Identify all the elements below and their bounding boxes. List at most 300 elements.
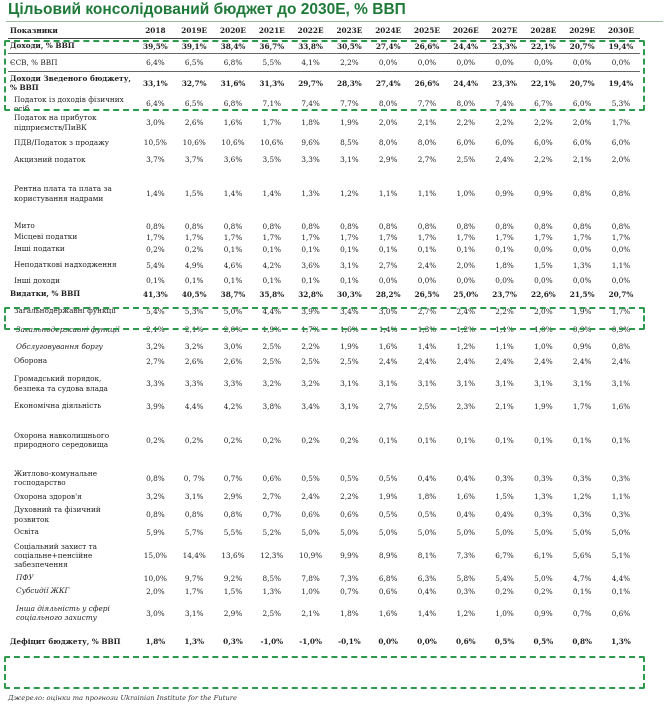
value-cell: 1,9% xyxy=(340,118,359,128)
value-cell: 0,8% xyxy=(495,221,514,231)
row-housing xyxy=(8,467,640,489)
value-cell: 0,0% xyxy=(611,244,631,254)
value-cell: 2,1% xyxy=(572,155,592,165)
value-cell: 1,4% xyxy=(146,189,165,199)
value-cell: 1,9% xyxy=(262,325,282,335)
row-label: Освіта xyxy=(14,527,39,537)
value-cell: 2,4% xyxy=(534,356,553,366)
row-label: Податок із доходів фізичних осіб xyxy=(14,94,124,113)
value-cell: 4,6% xyxy=(223,260,243,270)
row-label: Охорона навколишнього природного середовища xyxy=(14,430,110,450)
value-cell: 0,6% xyxy=(611,608,631,618)
value-cell: 15,0% xyxy=(143,551,167,561)
value-cell: 1,7% xyxy=(456,232,476,242)
value-cell: 0,1% xyxy=(495,435,514,445)
value-cell: 2,5% xyxy=(262,608,282,618)
value-cell: 0,2% xyxy=(223,435,243,445)
value-cell: 30,5% xyxy=(337,41,362,51)
row-other-taxes xyxy=(8,243,640,255)
value-cell: 5,0% xyxy=(534,573,553,583)
value-cell: 2,9% xyxy=(223,608,243,618)
row-label: Неподаткові надходження xyxy=(14,260,117,270)
row-customs xyxy=(8,221,640,231)
value-cell: 1,7% xyxy=(572,232,592,242)
value-cell: 7,4% xyxy=(301,99,320,109)
value-cell: 1,1% xyxy=(417,189,437,199)
value-cell: 7,8% xyxy=(301,573,320,583)
value-cell: 0,8% xyxy=(572,189,592,199)
value-cell: 7,3% xyxy=(456,551,476,561)
value-cell: 8,0% xyxy=(456,99,476,109)
value-cell: 33,1% xyxy=(136,72,175,95)
value-cell: 0,0% xyxy=(378,276,398,286)
value-cell: 0,8% xyxy=(184,510,204,520)
value-cell: 0,1% xyxy=(223,276,243,286)
value-cell: 2,0% xyxy=(456,260,476,270)
value-cell: 1,5% xyxy=(223,586,243,596)
row-pit xyxy=(8,95,640,114)
value-cell: 3,1% xyxy=(534,379,553,389)
value-cell: 8,5% xyxy=(340,138,359,148)
row-esv xyxy=(8,54,640,72)
value-cell: 8,0% xyxy=(417,138,437,148)
row-defense xyxy=(8,354,640,368)
value-cell: 0,2% xyxy=(340,435,359,445)
value-cell: 3,1% xyxy=(184,608,204,618)
row-culture-sport xyxy=(8,504,640,525)
value-cell: 0,0% xyxy=(572,244,592,254)
value-cell: 2,5% xyxy=(262,342,282,352)
value-cell: 0,9% xyxy=(534,608,553,618)
value-cell: 1,9% xyxy=(572,306,592,316)
value-cell: 0,6% xyxy=(262,473,282,483)
value-cell: 3,4% xyxy=(340,306,359,316)
row-label: Інша діяльність у сфері соціального захисту xyxy=(16,603,110,623)
value-cell: 28,2% xyxy=(375,289,401,299)
row-rent xyxy=(8,166,640,221)
budget-table xyxy=(8,23,640,655)
value-cell: 41,3% xyxy=(143,289,168,299)
value-cell: 3,3% xyxy=(301,155,320,165)
value-cell: 2,4% xyxy=(611,356,631,366)
value-cell: 0,5% xyxy=(533,637,554,647)
value-cell: 2,4% xyxy=(301,492,320,502)
value-cell: 0,1% xyxy=(417,244,437,254)
value-cell: 3,4% xyxy=(301,401,320,411)
row-label: ПФУ xyxy=(16,573,34,583)
value-cell: 0,4% xyxy=(456,473,476,483)
row-label: Видатки, % ВВП xyxy=(10,289,81,299)
value-cell: 0,9% xyxy=(572,325,592,335)
row-label: Оборона xyxy=(14,356,48,366)
value-cell: 0,8% xyxy=(534,221,553,231)
table-header-row xyxy=(8,23,640,39)
value-cell: 0,0% xyxy=(495,276,514,286)
value-cell: 3,1% xyxy=(378,379,398,389)
value-cell: 1,7% xyxy=(301,325,320,335)
row-excise xyxy=(8,153,640,166)
value-cell: 36,7% xyxy=(259,41,285,51)
value-cell: 3,1% xyxy=(417,379,437,389)
value-cell: 3,1% xyxy=(340,260,359,270)
value-cell: 0,0% xyxy=(417,276,437,286)
value-cell: 20,7% xyxy=(608,289,634,299)
value-cell: 6,3% xyxy=(417,573,437,583)
value-cell: 3,2% xyxy=(146,342,165,352)
value-cell: 0,0% xyxy=(534,244,553,254)
value-cell: 0,3% xyxy=(534,473,553,483)
value-cell: 23,3% xyxy=(485,72,524,95)
value-cell: -1,0% xyxy=(299,637,322,647)
value-cell: 1,3% xyxy=(611,637,631,647)
value-cell: 3,2% xyxy=(146,492,165,502)
value-cell: 6,8% xyxy=(214,54,253,72)
value-cell: 4,4% xyxy=(184,401,204,411)
value-cell: 6,7% xyxy=(534,99,553,109)
value-cell: 3,1% xyxy=(340,379,359,389)
value-cell: 2,6% xyxy=(223,356,243,366)
value-cell: 3,3% xyxy=(223,379,243,389)
value-cell: 0,4% xyxy=(495,510,514,520)
value-cell: 1,8% xyxy=(145,637,166,647)
value-cell: 13,6% xyxy=(221,551,245,561)
value-cell: 1,6% xyxy=(223,118,243,128)
value-cell: 2,2% xyxy=(330,54,369,72)
row-vat xyxy=(8,132,640,153)
value-cell: 0,1% xyxy=(301,276,320,286)
value-cell: 1,4% xyxy=(378,325,398,335)
value-cell: 4,2% xyxy=(262,260,282,270)
row-label: ЄСВ, % ВВП xyxy=(8,54,136,72)
value-cell: 0, 7% xyxy=(183,473,205,483)
value-cell: 0,1% xyxy=(534,435,553,445)
value-cell: 3,7% xyxy=(146,155,165,165)
value-cell: 7,4% xyxy=(495,99,514,109)
value-cell: 2,4% xyxy=(495,356,514,366)
value-cell: 10,9% xyxy=(298,551,323,561)
row-label: Обслуговування боргу xyxy=(16,341,103,351)
value-cell: 0,6% xyxy=(455,637,476,647)
value-cell: 5,0% xyxy=(340,527,359,537)
value-cell: 6,0% xyxy=(534,138,553,148)
value-cell: 2,7% xyxy=(146,356,165,366)
row-public-order xyxy=(8,368,640,399)
value-cell: 28,3% xyxy=(330,72,369,95)
value-cell: 2,4% xyxy=(456,306,476,316)
value-cell: 2,5% xyxy=(456,155,476,165)
value-cell: 1,8% xyxy=(495,260,514,270)
year-header: 2018 xyxy=(136,23,175,39)
value-cell: 1,1% xyxy=(495,325,514,335)
value-cell: 5,8% xyxy=(456,573,476,583)
value-cell: 0,0% xyxy=(378,637,398,647)
value-cell: 6,5% xyxy=(184,99,204,109)
value-cell: 3,2% xyxy=(184,342,204,352)
row-label: Податок на прибуток підприємств/ПиВК xyxy=(14,113,97,132)
value-cell: 1,3% xyxy=(184,637,205,647)
value-cell: 1,7% xyxy=(184,586,204,596)
value-cell: 2,0% xyxy=(146,586,165,596)
value-cell: 0,2% xyxy=(146,244,165,254)
value-cell: 0,2% xyxy=(262,435,282,445)
value-cell: 0,5% xyxy=(301,473,320,483)
value-cell: 0,0% xyxy=(485,54,524,72)
value-cell: 1,7% xyxy=(495,232,514,242)
value-cell: 5,1% xyxy=(611,551,631,561)
value-cell: 6,4% xyxy=(136,54,175,72)
row-label: Місцеві податки xyxy=(14,232,78,242)
value-cell: 0,4% xyxy=(417,473,437,483)
year-header: 2023Е xyxy=(330,23,369,39)
value-cell: 3,6% xyxy=(223,155,243,165)
value-cell: 5,2% xyxy=(262,527,282,537)
value-cell: 5,0% xyxy=(456,527,476,537)
value-cell: 2,9% xyxy=(223,492,243,502)
value-cell: 2,1% xyxy=(146,325,165,335)
value-cell: 0,0% xyxy=(602,54,641,72)
value-cell: 7,3% xyxy=(340,573,359,583)
value-cell: 2,0% xyxy=(572,118,592,128)
value-cell: 0,1% xyxy=(301,244,320,254)
value-cell: 1,7% xyxy=(146,232,165,242)
value-cell: 0,9% xyxy=(572,342,592,352)
header-label: Показники xyxy=(8,23,136,39)
value-cell: 4,1% xyxy=(291,54,330,72)
value-cell: 9,7% xyxy=(184,573,204,583)
value-cell: 5,4% xyxy=(495,573,514,583)
row-other-revenue xyxy=(8,275,640,286)
value-cell: 3,0% xyxy=(378,306,398,316)
year-header: 2025Е xyxy=(408,23,447,39)
value-cell: 0,3% xyxy=(572,510,592,520)
value-cell: 1,6% xyxy=(456,492,476,502)
value-cell: 1,7% xyxy=(611,232,631,242)
value-cell: 8,0% xyxy=(378,138,398,148)
value-cell: 2,4% xyxy=(378,356,398,366)
value-cell: 2,2% xyxy=(456,118,476,128)
value-cell: 8,9% xyxy=(378,551,398,561)
value-cell: 25,0% xyxy=(453,289,479,299)
value-cell: 1,7% xyxy=(262,118,282,128)
value-cell: 3,1% xyxy=(340,401,359,411)
value-cell: 1,7% xyxy=(223,232,243,242)
value-cell: 5,0% xyxy=(378,527,398,537)
value-cell: 31,3% xyxy=(252,72,291,95)
value-cell: 0,8% xyxy=(456,221,476,231)
value-cell: 1,6% xyxy=(378,608,398,618)
value-cell: 0,1% xyxy=(184,276,204,286)
row-label: ПДВ/Податок з продажу xyxy=(14,137,110,147)
value-cell: 1,7% xyxy=(611,118,631,128)
value-cell: 0,9% xyxy=(534,189,553,199)
row-label: Духовний та фізичний розвиток xyxy=(14,505,101,524)
value-cell: 1,4% xyxy=(223,189,243,199)
value-cell: 3,1% xyxy=(495,379,514,389)
value-cell: 1,7% xyxy=(184,232,204,242)
value-cell: 0,6% xyxy=(301,510,320,520)
deficit-highlight-box xyxy=(4,656,645,689)
value-cell: 9,2% xyxy=(223,573,243,583)
value-cell: 0,4% xyxy=(456,510,476,520)
value-cell: 2,2% xyxy=(534,155,553,165)
value-cell: 1,6% xyxy=(378,342,398,352)
value-cell: 0,0% xyxy=(572,276,592,286)
value-cell: 1,0% xyxy=(495,608,514,618)
value-cell: 19,4% xyxy=(602,72,641,95)
value-cell: 0,2% xyxy=(495,586,514,596)
value-cell: 0,0% xyxy=(408,54,447,72)
year-header: 2020Е xyxy=(214,23,253,39)
value-cell: 1,1% xyxy=(611,260,631,270)
value-cell: 1,0% xyxy=(456,189,476,199)
value-cell: 3,5% xyxy=(262,155,282,165)
value-cell: 1,8% xyxy=(340,608,359,618)
value-cell: 2,4% xyxy=(417,260,437,270)
value-cell: 1,9% xyxy=(378,492,398,502)
value-cell: 1,1% xyxy=(495,342,514,352)
value-cell: 2,5% xyxy=(417,401,437,411)
value-cell: 2,2% xyxy=(340,492,359,502)
row-label: Загальнодержавні функції xyxy=(14,306,116,316)
value-cell: 0,8% xyxy=(223,221,243,231)
row-deficit xyxy=(8,628,640,655)
value-cell: 5,0% xyxy=(417,527,437,537)
value-cell: 23,3% xyxy=(492,41,517,51)
value-cell: 2,2% xyxy=(495,306,514,316)
value-cell: 9,9% xyxy=(340,551,359,561)
value-cell: 0,2% xyxy=(146,435,165,445)
value-cell: 1,3% xyxy=(417,325,437,335)
value-cell: 0,8% xyxy=(146,221,165,231)
value-cell: 1,4% xyxy=(417,608,437,618)
value-cell: 2,3% xyxy=(456,401,476,411)
value-cell: 3,7% xyxy=(184,155,204,165)
value-cell: 39,1% xyxy=(181,41,207,51)
value-cell: 0,1% xyxy=(378,435,398,445)
value-cell: 1,7% xyxy=(611,306,631,316)
value-cell: 0,3% xyxy=(456,586,476,596)
value-cell: 0,4% xyxy=(417,586,437,596)
value-cell: 1,4% xyxy=(262,189,282,199)
value-cell: 5,3% xyxy=(184,306,204,316)
row-label: Рентна плата та плата за користування надрами xyxy=(14,184,112,203)
value-cell: 8,0% xyxy=(378,99,398,109)
value-cell: 2,6% xyxy=(184,356,204,366)
value-cell: 20,7% xyxy=(563,72,602,95)
value-cell: 20,7% xyxy=(569,41,595,51)
value-cell: 22,6% xyxy=(531,289,556,299)
row-cit xyxy=(8,113,640,132)
value-cell: 26,5% xyxy=(414,289,440,299)
value-cell: 39,5% xyxy=(143,41,168,51)
value-cell: 2,7% xyxy=(262,492,282,502)
value-cell: 35,8% xyxy=(259,289,285,299)
value-cell: 5,6% xyxy=(572,551,592,561)
value-cell: 10,6% xyxy=(182,138,206,148)
value-cell: 2,0% xyxy=(223,325,243,335)
value-cell: 9,6% xyxy=(301,138,320,148)
value-cell: 1,2% xyxy=(456,608,476,618)
value-cell: 2,7% xyxy=(417,155,437,165)
value-cell: 0,7% xyxy=(340,586,359,596)
row-education xyxy=(8,525,640,539)
value-cell: 4,4% xyxy=(262,306,282,316)
value-cell: 1,8% xyxy=(417,492,437,502)
row-label: Інші доходи xyxy=(14,275,60,285)
value-cell: 2,1% xyxy=(417,118,437,128)
value-cell: 0,5% xyxy=(378,473,398,483)
value-cell: 0,6% xyxy=(340,510,359,520)
row-nontax xyxy=(8,255,640,275)
value-cell: 1,3% xyxy=(572,260,592,270)
value-cell: 32,8% xyxy=(298,289,323,299)
value-cell: 0,0% xyxy=(563,54,602,72)
row-label: Економічна діяльність xyxy=(14,401,102,411)
value-cell: 5,5% xyxy=(223,527,243,537)
value-cell: 5,4% xyxy=(146,260,165,270)
value-cell: 5,0% xyxy=(572,527,592,537)
page-title: Цільовий консолідований бюджет до 2030Е, % ВВП xyxy=(8,1,406,18)
value-cell: 3,2% xyxy=(301,379,320,389)
value-cell: 7,7% xyxy=(340,99,359,109)
value-cell: 0,0% xyxy=(611,276,631,286)
value-cell: 2,5% xyxy=(262,356,282,366)
value-cell: 0,8% xyxy=(611,189,631,199)
value-cell: 3,3% xyxy=(146,379,165,389)
row-label: Охорона здоров'я xyxy=(14,491,82,501)
value-cell: 0,0% xyxy=(446,54,485,72)
value-cell: 0,3% xyxy=(611,510,631,520)
value-cell: 1,9% xyxy=(534,401,553,411)
title-divider xyxy=(6,21,663,22)
value-cell: 38,7% xyxy=(220,289,246,299)
value-cell: 21,5% xyxy=(569,289,595,299)
value-cell: 1,3% xyxy=(301,189,320,199)
value-cell: 8,1% xyxy=(417,551,437,561)
value-cell: 2,5% xyxy=(301,356,320,366)
value-cell: 0,1% xyxy=(456,244,476,254)
value-cell: 10,6% xyxy=(221,138,245,148)
value-cell: 0,5% xyxy=(378,510,398,520)
value-cell: 2,4% xyxy=(456,356,476,366)
value-cell: 7,1% xyxy=(262,99,282,109)
value-cell: 0,2% xyxy=(184,435,204,445)
row-label: Акцизний податок xyxy=(14,154,86,164)
value-cell: 0,8% xyxy=(146,473,165,483)
value-cell: 2,2% xyxy=(534,118,553,128)
value-cell: 30,3% xyxy=(337,289,362,299)
value-cell: 0,1% xyxy=(456,435,476,445)
value-cell: 8,5% xyxy=(262,573,282,583)
year-header: 2021Е xyxy=(252,23,291,39)
value-cell: 6,8% xyxy=(223,99,243,109)
value-cell: 6,0% xyxy=(611,138,631,148)
value-cell: 2,9% xyxy=(378,155,398,165)
value-cell: 29,7% xyxy=(291,72,330,95)
value-cell: 1,0% xyxy=(534,342,553,352)
value-cell: 0,7% xyxy=(223,473,243,483)
row-label: Мито xyxy=(14,221,35,231)
value-cell: 24,4% xyxy=(446,72,485,95)
value-cell: 0,8% xyxy=(146,510,165,520)
value-cell: 0,8% xyxy=(572,637,592,647)
value-cell: 0,9% xyxy=(495,189,514,199)
value-cell: 0,1% xyxy=(611,586,631,596)
year-header: 2027Е xyxy=(485,23,524,39)
row-label: Загальнодержавні функції xyxy=(16,324,120,334)
row-label: Доходи Зведеного бюджету, % ВВП xyxy=(8,72,136,95)
value-cell: 0,0% xyxy=(534,276,553,286)
